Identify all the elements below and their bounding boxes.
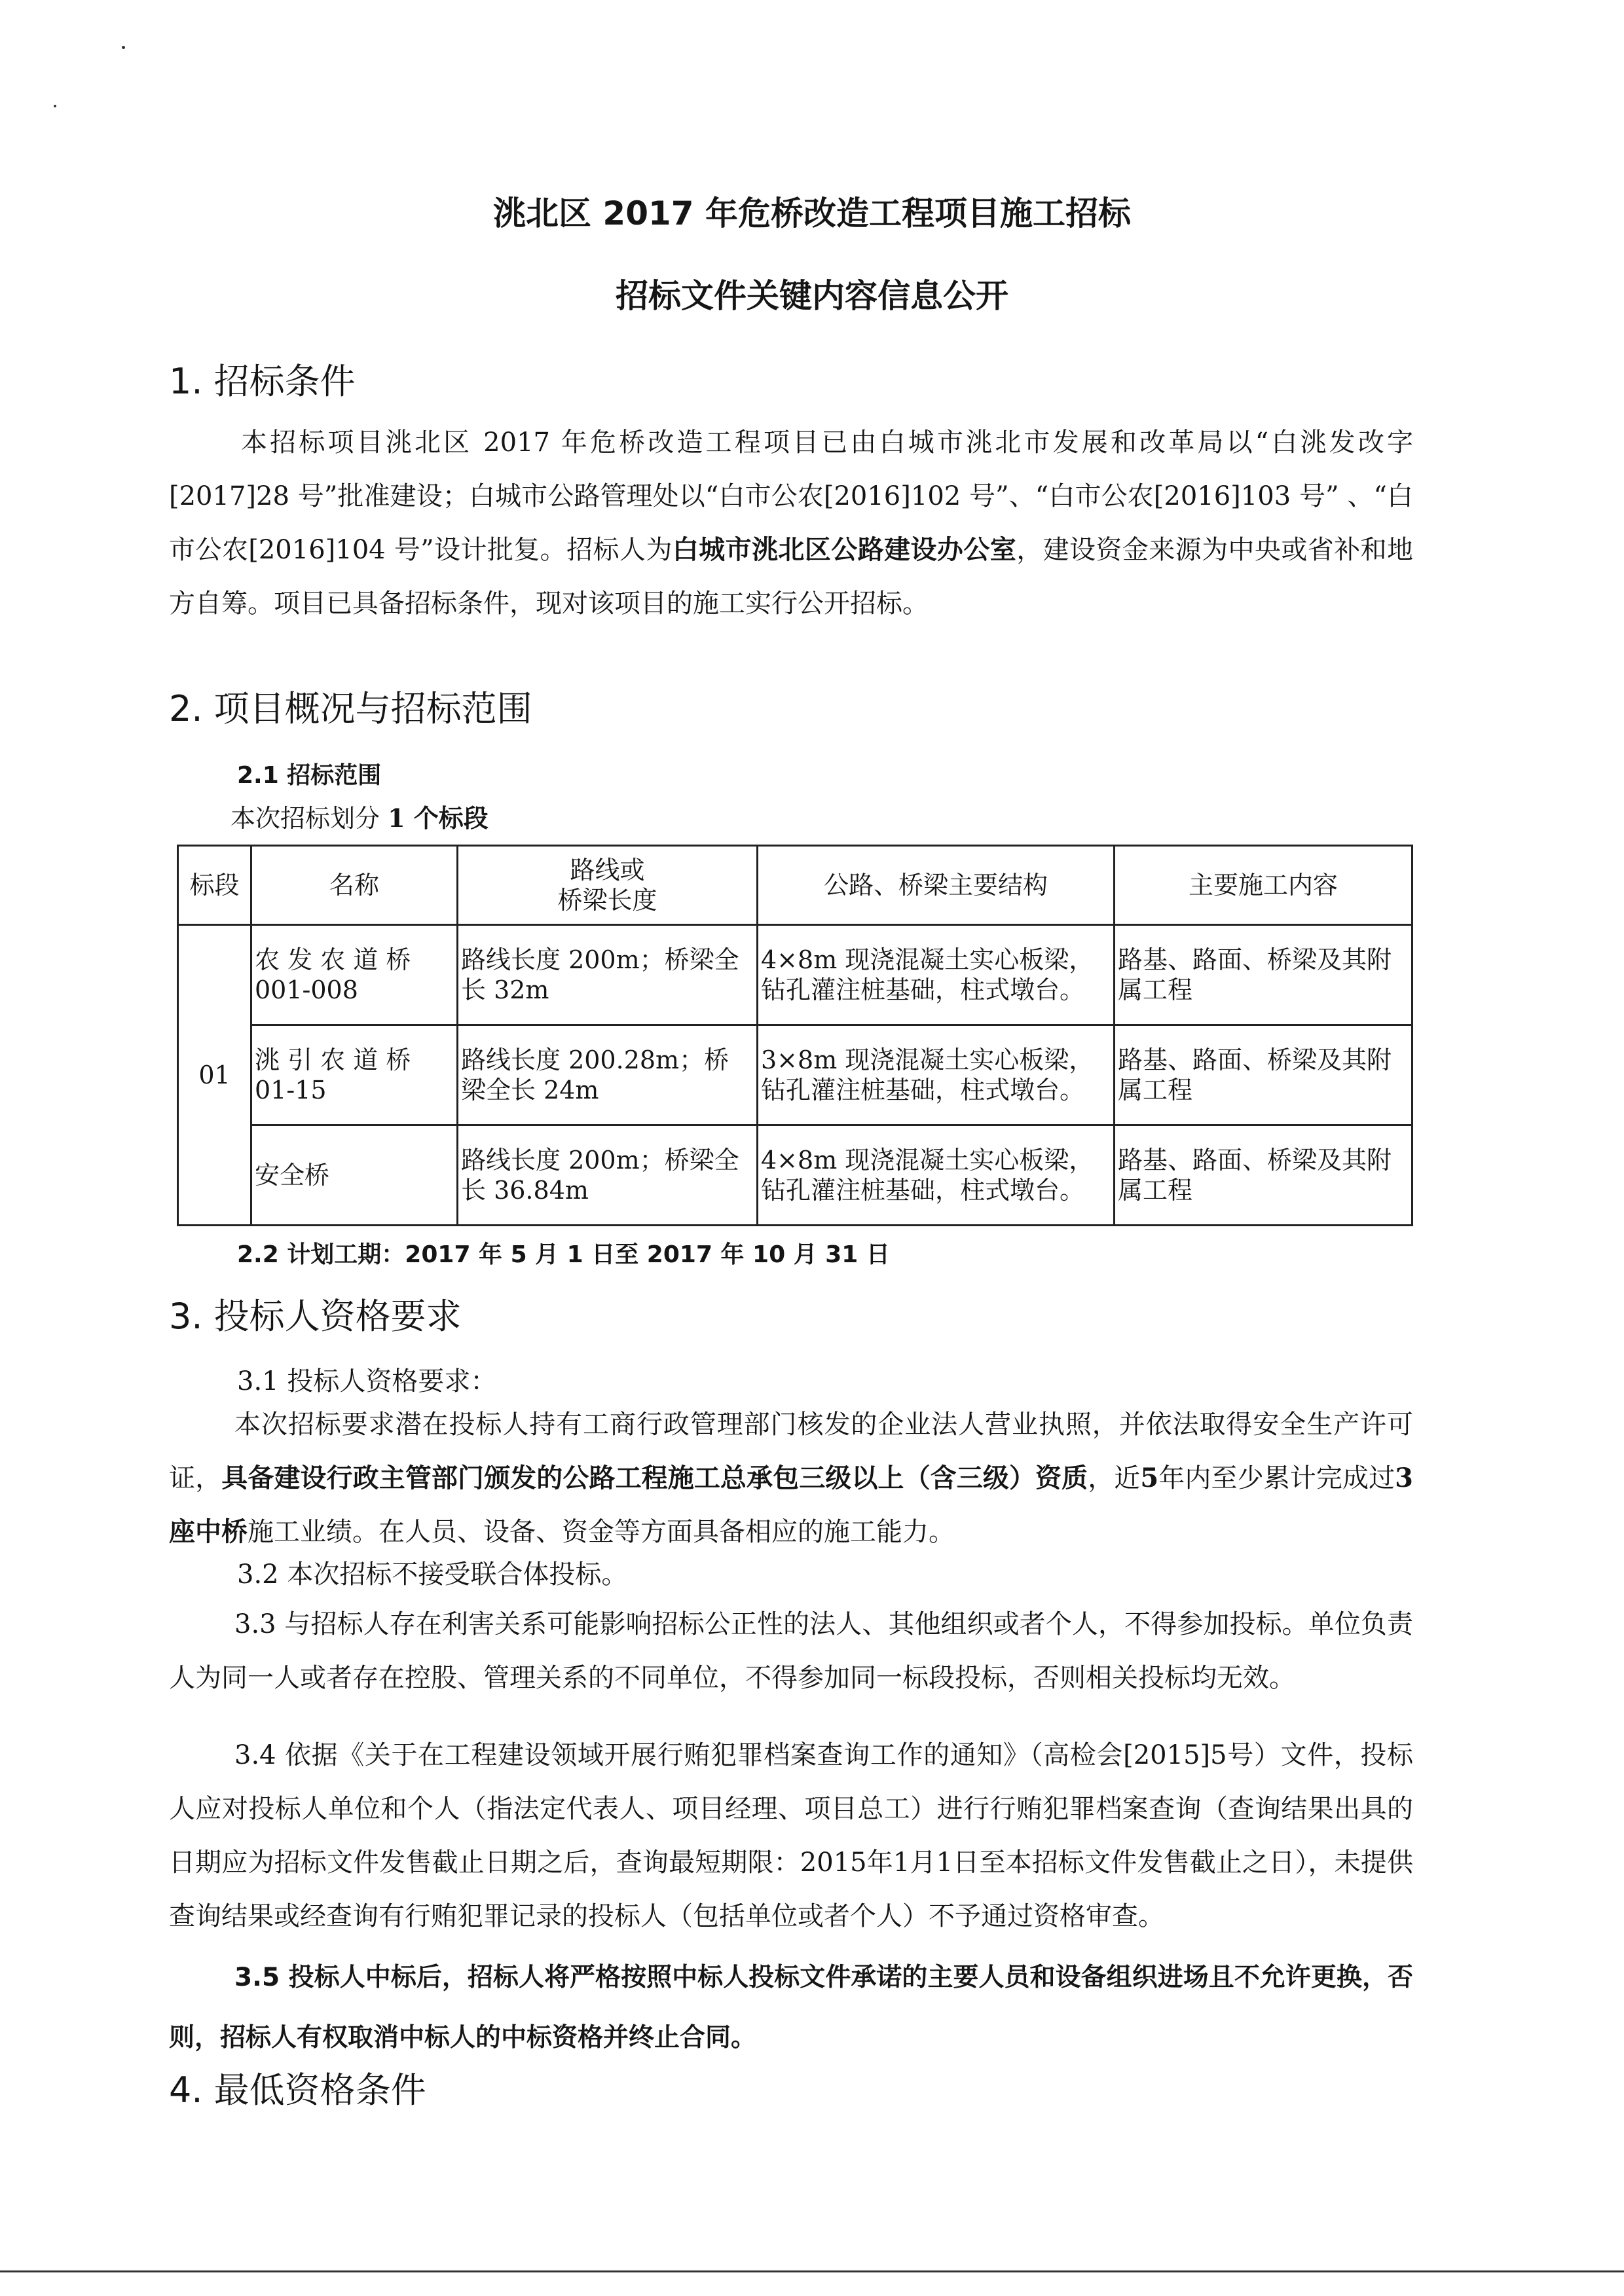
cell-name: 农 发 农 道 桥 001-008 [251,925,458,1025]
bid-sections-table [177,845,1413,1226]
cell-content: 路基、路面、桥梁及其附属工程 [1115,1025,1412,1125]
cell-structure: 4×8m 现浇混凝土实心板梁，钻孔灌注桩基础，柱式墩台。 [758,1125,1115,1226]
p31-text-4: 施工业绩。在人员、设备、资金等方面具备相应的施工能力。 [248,1517,955,1547]
section-3-heading: 3. 投标人资格要求 [169,1296,462,1337]
cell-name: 安全桥 [251,1125,458,1226]
p31-text-2: ，近 [1088,1463,1141,1493]
p31-years: 5 [1140,1463,1159,1493]
section-1-text: 本招标项目洮北区 2017 年危桥改造工程项目已由白城市洮北市发展和改革局以“白洮发改字[2017]28 号”批准建设；白城市公路管理处以“白市公农[2016]102 号”、“白市公农[2016]103 号” 、“白市公农[2016]104 号”设计批复。招标人为 [169,428,1413,565]
scan-bottom-edge [0,2270,1624,2272]
p31-text-3: 年内至少累计完成过 [1158,1463,1395,1493]
document-title: 洮北区 2017 年危桥改造工程项目施工招标 [493,194,1131,232]
cell-structure: 3×8m 现浇混凝土实心板梁，钻孔灌注桩基础，柱式墩台。 [758,1025,1115,1125]
section-number-cell: 01 [178,925,251,1226]
cell-length: 路线长度 200.28m；桥梁全长 24m [458,1025,758,1125]
header-content: 主要施工内容 [1115,846,1412,925]
section-4-heading: 4. 最低资格条件 [169,2069,426,2111]
header-name: 名称 [251,846,458,925]
tenderer-name: 白城市洮北区公路建设办公室 [672,534,1017,565]
document-subtitle: 招标文件关键内容信息公开 [616,277,1008,315]
cell-content: 路基、路面、桥梁及其附属工程 [1115,1125,1412,1226]
cell-structure: 4×8m 现浇混凝土实心板梁，钻孔灌注桩基础，柱式墩台。 [758,925,1115,1025]
scan-speck [122,46,125,49]
division-text: 本次招标划分 [231,804,380,833]
paragraph-3-4: 3.4 依据《关于在工程建设领域开展行贿犯罪档案查询工作的通知》（高检会[2015]5号）文件，投标人应对投标人单位和个人（指法定代表人、项目经理、项目总工）进行行贿犯罪档案查询（查询结果出具的日期应为招标文件发售截止日期之后，查询最短期限：2015年1月1日至本招标文件发售截止之日），未提供查询结果或经查询有行贿犯罪记录的投标人（包括单位或者个人）不予通过资格审查。 [169,1740,1413,1931]
paragraph-3-2: 3.2 本次招标不接受联合体投标。 [237,1559,628,1590]
subsection-3-1: 3.1 投标人资格要求： [237,1366,497,1396]
cell-length: 路线长度 200m；桥梁全长 32m [458,925,758,1025]
division-count: 1 个标段 [388,803,489,833]
cell-name: 洮 引 农 道 桥 01-15 [251,1025,458,1125]
division-line [231,802,1475,835]
cell-content: 路基、路面、桥梁及其附属工程 [1115,925,1412,1025]
p31-text: 本次招标要求潜在投标人持有工商行政管理部门核发的企业法人营业执照，并依法取得安全生产许可证， [169,1410,1413,1493]
table-row [178,925,1412,1025]
section-1-heading: 1. 招标条件 [169,361,356,402]
table-row [178,1125,1412,1226]
paragraph-3-3: 3.3 与招标人存在利害关系可能影响招标公正性的法人、其他组织或者个人，不得参加投标。单位负责人为同一人或者存在控股、管理关系的不同单位，不得参加同一标段投标，否则相关投标均无效。 [169,1609,1413,1693]
p31-qualification: 具备建设行政主管部门颁发的公路工程施工总承包三级以上（含三级）资质 [221,1463,1088,1493]
paragraph-3-5: 3.5 投标人中标后，招标人将严格按照中标人投标文件承诺的主要人员和设备组织进场且不允许更换，否则，招标人有权取消中标人的中标资格并终止合同。 [169,1963,1413,2052]
section-2-heading: 2. 项目概况与招标范围 [169,688,532,729]
table-row [178,1025,1412,1125]
subsection-2-2: 2.2 计划工期：2017 年 5 月 1 日至 2017 年 10 月 31 日 [237,1241,890,1268]
subsection-2-1: 2.1 招标范围 [237,762,382,789]
table-header-row [178,846,1412,925]
p31-bridges: 3 座中桥 [169,1463,1414,1547]
header-length: 路线或 桥梁长度 [458,846,758,925]
cell-length: 路线长度 200m；桥梁全长 36.84m [458,1125,758,1226]
header-section: 标段 [178,846,251,925]
section-1-text-end: ，建设资金来源为中央或省补和地方自筹。项目已具备招标条件，现对该项目的施工实行公开招标。 [169,535,1414,619]
header-structure: 公路、桥梁主要结构 [758,846,1115,925]
section-1-paragraph [169,416,1413,630]
scan-speck [54,105,56,107]
paragraph-3-1 [169,1398,1413,1559]
